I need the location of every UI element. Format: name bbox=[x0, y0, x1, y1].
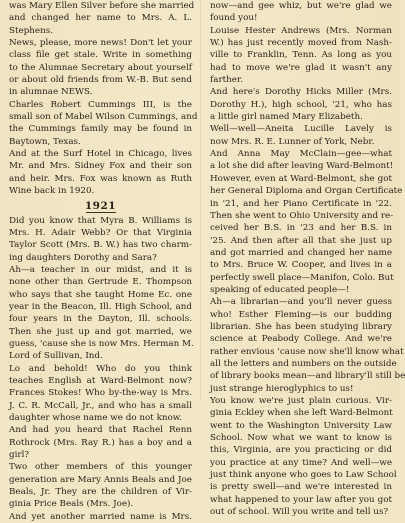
text-line: Then she just up and got married, we bbox=[9, 326, 192, 337]
text-line: or about old friends from W.-B. But send bbox=[9, 75, 192, 86]
text-line: Mr. and Mrs. Sidney Fox and their son bbox=[9, 161, 192, 172]
text-line: you practice at any time? And well—we bbox=[210, 457, 392, 468]
text-line: girl? bbox=[9, 450, 30, 461]
text-line: Charles Robert Cummings III, is the bbox=[9, 99, 192, 110]
text-line: Wine back in 1920. bbox=[9, 186, 95, 197]
text-line: to Mrs. Bruce W. Cooper, and lives in a bbox=[210, 260, 392, 271]
text-line: all the letters and numbers on the outside bbox=[210, 358, 397, 369]
text-line: just think anyone who goes to Law School bbox=[210, 470, 397, 481]
text-line: ginia Eckley when she left Ward-Belmont bbox=[210, 408, 393, 419]
text-line: had to move we're glad it wasn't any bbox=[210, 62, 392, 73]
text-line: ceived her B.S. in '23 and her B.S. in bbox=[210, 223, 392, 234]
text-line: perfectly swell place—Manifon, Colo. But bbox=[210, 272, 394, 283]
text-line: a lot she did after leaving Ward-Belmont! bbox=[210, 161, 394, 172]
text-line: science at Peabody College. And we're bbox=[210, 334, 392, 345]
text-line: '25. And then after all that she just up bbox=[210, 235, 392, 246]
text-line: speaking of educated people—! bbox=[210, 284, 350, 295]
text-line: Two other members of this younger bbox=[9, 462, 192, 473]
text-line: found you! bbox=[210, 13, 258, 24]
year-heading-rule bbox=[86, 212, 116, 213]
text-line: Frances Stokes! Who by-the-way is Mrs. bbox=[9, 388, 192, 399]
text-line: class file get stale. Write in something bbox=[9, 50, 192, 61]
text-line: Lord of Sullivan, Ind. bbox=[9, 351, 103, 362]
text-line: Stephens. bbox=[9, 25, 54, 36]
text-line: And here's Dorothy Hicks Miller (Mrs. bbox=[210, 87, 392, 98]
text-line: in '21, and her Piano Certificate in '22. bbox=[210, 198, 392, 209]
text-line: was Mary Ellen Silver before she married bbox=[9, 1, 195, 11]
right-column bbox=[210, 0, 405, 518]
text-line: rather envious 'cause now she'll know what bbox=[210, 346, 404, 357]
text-line: Ah—a librarian—and you'll never guess bbox=[210, 297, 392, 308]
text-line: who! Esther Fleming—is our budding bbox=[210, 309, 392, 320]
text-line: went to the Washington University Law bbox=[210, 420, 392, 431]
text-line: small son of Mabel Wilson Cummings, and bbox=[9, 112, 198, 123]
text-line: the Cummings family may be found in bbox=[9, 124, 192, 135]
text-line: out of school. Will you write and tell us? bbox=[210, 507, 389, 518]
text-line: Baytown, Texas. bbox=[9, 136, 81, 147]
text-line: farther. bbox=[210, 75, 243, 86]
text-line: And yet another married name is Mrs. bbox=[9, 511, 192, 522]
class-year-heading: 1921 bbox=[84, 199, 117, 212]
text-line: Then she went to Ohio University and re- bbox=[210, 210, 394, 221]
text-line: generation are Mary Annis Beals and Joe bbox=[9, 474, 192, 485]
text-line: is pretty swell—and we're interested in bbox=[210, 482, 392, 493]
text-line: just strange hieroglyphics to us! bbox=[210, 383, 354, 394]
text-line: ginia Price Beals (Mrs. Joe). bbox=[9, 499, 134, 510]
column-gutter bbox=[200, 0, 201, 400]
text-line: librarian. She has been studying library bbox=[210, 321, 392, 332]
text-line: ing daughters Dorothy and Sara? bbox=[9, 252, 157, 263]
text-line: And had you heard that Rachel Renn bbox=[9, 425, 192, 436]
text-line: year in the Beacon, Ill. High School, and bbox=[9, 301, 192, 312]
text-line: now—and gee whiz, but we're glad we bbox=[210, 1, 392, 11]
text-line: Beals, Jr. They are the children of Vir- bbox=[9, 487, 192, 498]
text-line: J. C. R. McCall, Jr., and who has a small bbox=[9, 400, 192, 411]
text-line: Louise Hester Andrews (Mrs. Norman bbox=[210, 25, 392, 36]
text-line: School. Now what we want to know is bbox=[210, 433, 392, 444]
text-line: to the Alumnae Secretary about yourself bbox=[9, 62, 192, 73]
text-line: this, Virginia, are you practicing or did bbox=[210, 445, 392, 456]
text-line: her General Diploma and Organ Certificate bbox=[210, 186, 403, 197]
text-line: guess, 'cause she is now Mrs. Herman M. bbox=[9, 338, 194, 349]
text-line: However, even at Ward-Belmont, she got bbox=[210, 173, 392, 184]
text-line: teaches English at Ward-Belmont now? bbox=[9, 375, 192, 386]
text-line: Mrs. H. Adair Webb? Or that Virginia bbox=[9, 227, 192, 238]
text-line: and heir. Mrs. Fox was known as Ruth bbox=[9, 173, 192, 184]
text-line: Taylor Scott (Mrs. B. W.) has two charm- bbox=[9, 240, 192, 251]
text-line: Dorothy H.), high school, '21, who has bbox=[210, 99, 392, 110]
text-line: of library books mean—and library'll still be bbox=[210, 371, 405, 382]
text-line: Well—well—Aneita Lucille Lavely is bbox=[210, 124, 392, 135]
text-line: now Mrs. R. E. Lunner of York, Nebr. bbox=[210, 136, 375, 147]
text-line: and got married and changed her name bbox=[210, 247, 392, 258]
text-line: Ah—a teacher in our midst, and it is bbox=[9, 264, 192, 275]
text-line: And at the Surf Hotel in Chicago, lives bbox=[9, 149, 192, 160]
text-line: Lo and behold! Who do you think bbox=[9, 363, 192, 374]
text-line: And Anna May McClain—gee—what bbox=[210, 149, 392, 160]
text-line: News, please, more news! Don't let your bbox=[9, 38, 192, 49]
text-line: who says that she taught Home Ec. one bbox=[9, 289, 192, 300]
text-line: You know we're just plain curious. Vir- bbox=[210, 396, 392, 406]
text-line: daughter whose name we do not know. bbox=[9, 413, 183, 423]
text-line: and changed her name to Mrs. A. L. bbox=[9, 13, 192, 24]
text-line: four years in the Dayton, Ill. schools. bbox=[9, 314, 192, 325]
text-line: a little girl named Mary Elizabeth. bbox=[210, 112, 363, 123]
text-line: W.) has just recently moved from Nash- bbox=[210, 38, 392, 49]
text-line: in alumnae NEWS. bbox=[9, 87, 93, 98]
text-line: none other than Gertrude E. Thompson bbox=[9, 277, 192, 288]
text-line: Did you know that Myra B. Williams is bbox=[9, 215, 192, 226]
text-line: what happened to your law after you got bbox=[210, 494, 392, 505]
text-line: Rothrock (Mrs. Ray R.) has a boy and a bbox=[9, 437, 192, 448]
text-line: ville to Franklin, Tenn. As long as you bbox=[210, 50, 392, 61]
left-column bbox=[9, 0, 198, 523]
